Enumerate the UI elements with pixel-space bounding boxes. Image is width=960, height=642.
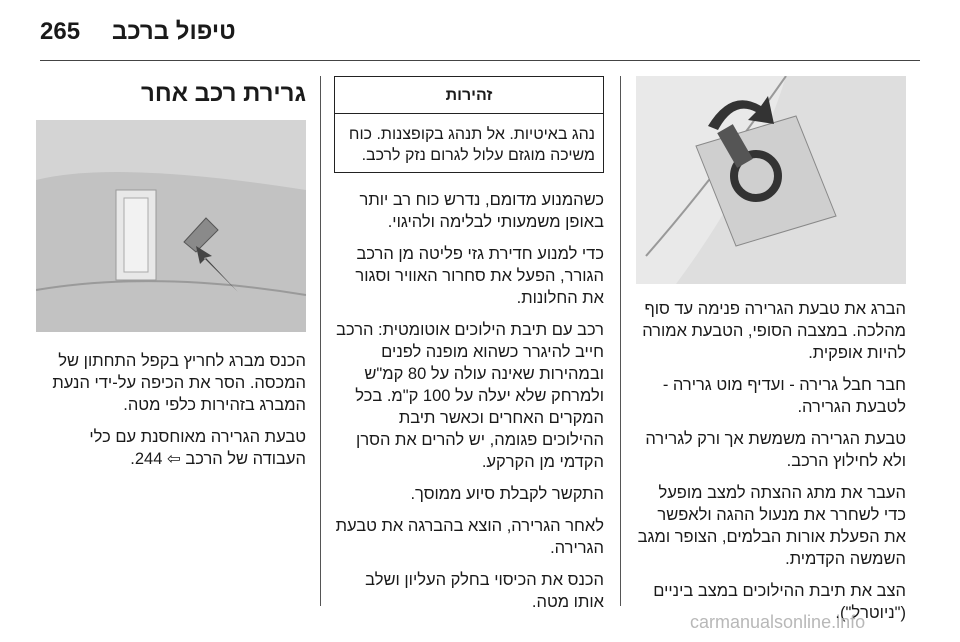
column-divider-left: [620, 76, 621, 606]
paragraph-attach-tow-rope: חבר חבל גרירה - ועדיף מוט גרירה - לטבעת הגרירה.: [662, 376, 906, 416]
header-divider: [40, 60, 920, 61]
page-number: 265: [40, 18, 81, 45]
paragraph-towing-only: טבעת הגרירה משמשת אך ורק לגרירה ולא לחילוץ הרכב.: [645, 430, 906, 470]
watermark: carmanualsonline.info: [690, 612, 866, 632]
paragraph-ignition-on: העבר את מתג ההצתה למצב מופעל כדי לשחרר את מנעול ההגה ולאפשר את הפעלת אורות הבלמים, הצופר ומגב השמשה הקדמית.: [637, 484, 906, 568]
column-divider-right: [320, 76, 321, 606]
paragraph-exhaust-gases: כדי למנוע חדירת גזי פליטה מן הרכב הגורר, הפעל את סחרור האוויר וסגור את החלונות.: [355, 245, 604, 307]
bumper-cover-illustration: [36, 120, 306, 332]
paragraph-insert-screwdriver: הכנס מברג לחריץ בקפל התחתון של המכסה. הסר את הכיפה על-ידי הנעת המברג בזהירות כלפי מטה.: [52, 352, 306, 414]
paragraph-screw-in-towing-eye: הברג את טבעת הגרירה פנימה עד סוף מהלכה. במצבה הסופי, הטבעת אמורה להיות אופקית.: [642, 300, 906, 362]
paragraph-insert-cover: הכנס את הכיסוי בחלק העליון ושלב אותו מטה.: [365, 571, 604, 611]
right-column: [36, 80, 306, 480]
left-column: [636, 76, 906, 634]
towing-eye-illustration: [636, 76, 906, 284]
paragraph-engine-off: כשהמנוע מדומם, נדרש כוח רב יותר באופן משמעותי לבלימה ולהיגוי.: [359, 191, 604, 231]
paragraph-unscrew-towing-eye: לאחר הגרירה, הוצא בהברגה את טבעת הגרירה.: [335, 517, 604, 557]
paragraph-neutral: הצב את תיבת ההילוכים במצב ביניים ("ניוטרל").: [653, 582, 906, 622]
paragraph-automatic-transmission: רכב עם תיבת הילוכים אוטומטית: הרכב חייב להיגרר כשהוא מופנה לפנים ובמהירות שאינה עולה על 80 קמ"ש ולמרחק שלא יעלה על 100 ק"מ. בכל המקרים האחרים וכאשר תיבת ההילוכים פגומה, יש להרים את הסרן הקדמי מן הקרקע.: [336, 321, 604, 471]
middle-column: [334, 76, 604, 623]
warning-box: [334, 76, 604, 173]
page-header: [40, 14, 920, 50]
warning-text: נהג באיטיות. אל תנהג בקופצנות. כוח משיכה מוגזם עלול לגרום נזק לרכב.: [348, 126, 595, 164]
chapter-title: טיפול ברכב: [112, 18, 236, 45]
paragraph-call-workshop: התקשר לקבלת סיוע ממוסך.: [410, 485, 604, 503]
section-title: גרירת רכב אחר: [141, 80, 306, 107]
warning-title: זהירות: [335, 77, 603, 114]
paragraph-towing-eye-storage: טבעת הגרירה מאוחסנת עם כלי העבודה של הרכב ⇦ 244.: [89, 428, 306, 468]
